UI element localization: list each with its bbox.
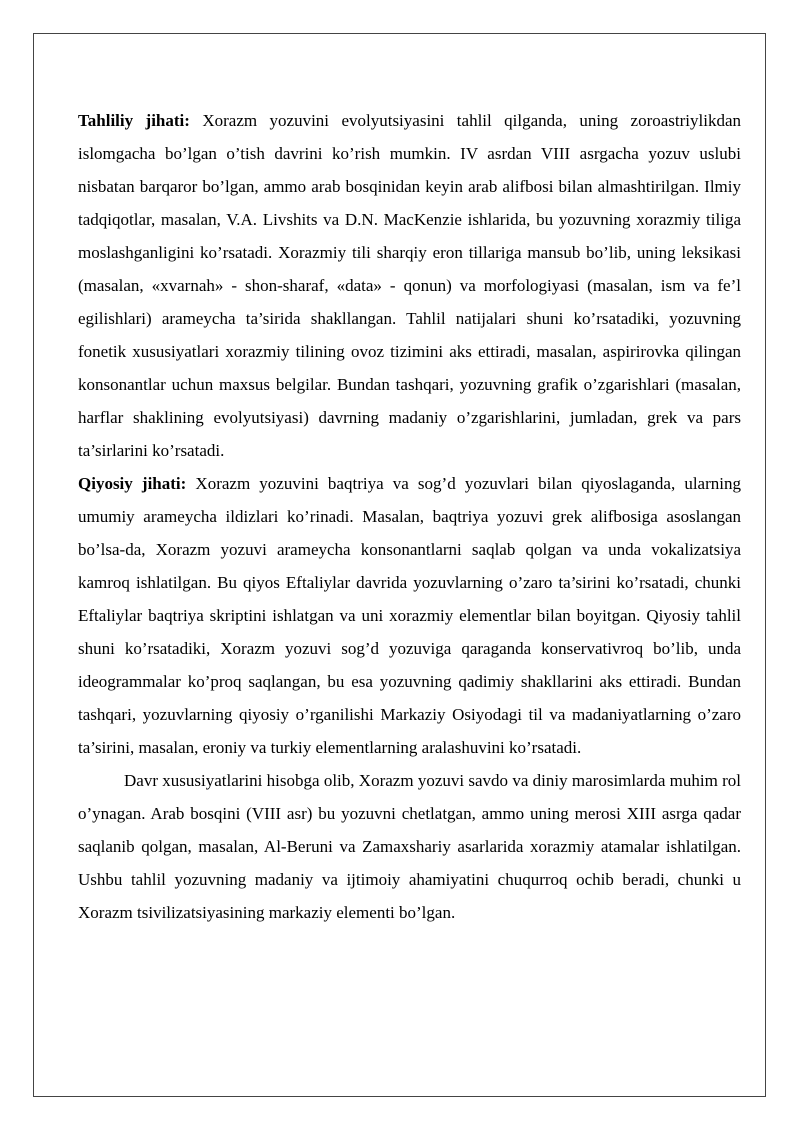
paragraph-text: Xorazm yozuvini baqtriya va sog’d yozuvlari bilan qiyoslaganda, ularning umumiy arameycha ildizlari ko’rinadi. Masalan, baqtriya yozuvi grek alifbosiga asoslangan bo’lsa-da, Xorazm yozuvi arameycha konsonantlarni saqlab qolgan va unda vokalizatsiya kamroq ishlatilgan. Bu qiyos Eftaliylar davrida yozuvlarning o’zaro ta’sirini ko’rsatadi, chunki Eftaliylar baqtriya skriptini ishlatgan va uni xorazmiy elementlar bilan boyitgan. Qiyosiy tahlil shuni ko’rsatadiki, Xorazm yozuvi sog’d yozuviga qaraganda konservativroq bo’lib, unda ideogrammalar ko’proq saqlangan, bu esa yozuvning qadimiy shakllarini aks ettiradi. Bundan tashqari, yozuvlarning qiyosiy o’rganilishi Markaziy Osiyodagi til va madaniyatlarning o’zaro ta’sirini, masalan, eroniy va turkiy elementlarning aralashuvini ko’rsatadi. bbox=[78, 474, 741, 757]
paragraph-heading: Tahliliy jihati: bbox=[78, 111, 190, 130]
paragraph-conclusion bbox=[78, 764, 741, 929]
paragraph-comparative bbox=[78, 467, 741, 764]
document-body bbox=[78, 104, 741, 929]
paragraph-text: Davr xususiyatlarini hisobga olib, Xorazm yozuvi savdo va diniy marosimlarda muhim rol o’ynagan. Arab bosqini (VIII asr) bu yozuvni chetlatgan, ammo uning merosi XIII asrga qadar saqlanib qolgan, masalan, Al-Beruni va Zamaxshariy asarlarida xorazmiy atamalar ishlatilgan. Ushbu tahlil yozuvning madaniy va ijtimoiy ahamiyatini chuqurroq ochib beradi, chunki u Xorazm tsivilizatsiyasining markaziy elementi bo’lgan. bbox=[78, 771, 741, 922]
paragraph-text: Xorazm yozuvini evolyutsiyasini tahlil qilganda, uning zoroastriylikdan islomgacha bo’lgan o’tish davrini ko’rish mumkin. IV asrdan VIII asrgacha yozuv uslubi nisbatan barqaror bo’lgan, ammo arab bosqinidan keyin arab alifbosi bilan almashtirilgan. Ilmiy tadqiqotlar, masalan, V.A. Livshits va D.N. MacKenzie ishlarida, bu yozuvning xorazmiy tiliga moslashganligini ko’rsatadi. Xorazmiy tili sharqiy eron tillariga mansub bo’lib, uning leksikasi (masalan, «xvarnah» - shon-sharaf, «data» - qonun) va morfologiyasi (masalan, ism va fe’l egilishlari) arameycha ta’sirida shakllangan. Tahlil natijalari shuni ko’rsatadiki, yozuvning fonetik xususiyatlari xorazmiy tilining ovoz tizimini aks ettiradi, masalan, aspirirovka qilingan konsonantlar uchun maxsus belgilar. Bundan tashqari, yozuvning grafik o’zgarishlari (masalan, harflar shaklining evolyutsiyasi) davrning madaniy o’zgarishlarini, jumladan, grek va pars ta’sirlarini ko’rsatadi. bbox=[78, 111, 741, 460]
paragraph-heading: Qiyosiy jihati: bbox=[78, 474, 187, 493]
paragraph-analytical bbox=[78, 104, 741, 467]
